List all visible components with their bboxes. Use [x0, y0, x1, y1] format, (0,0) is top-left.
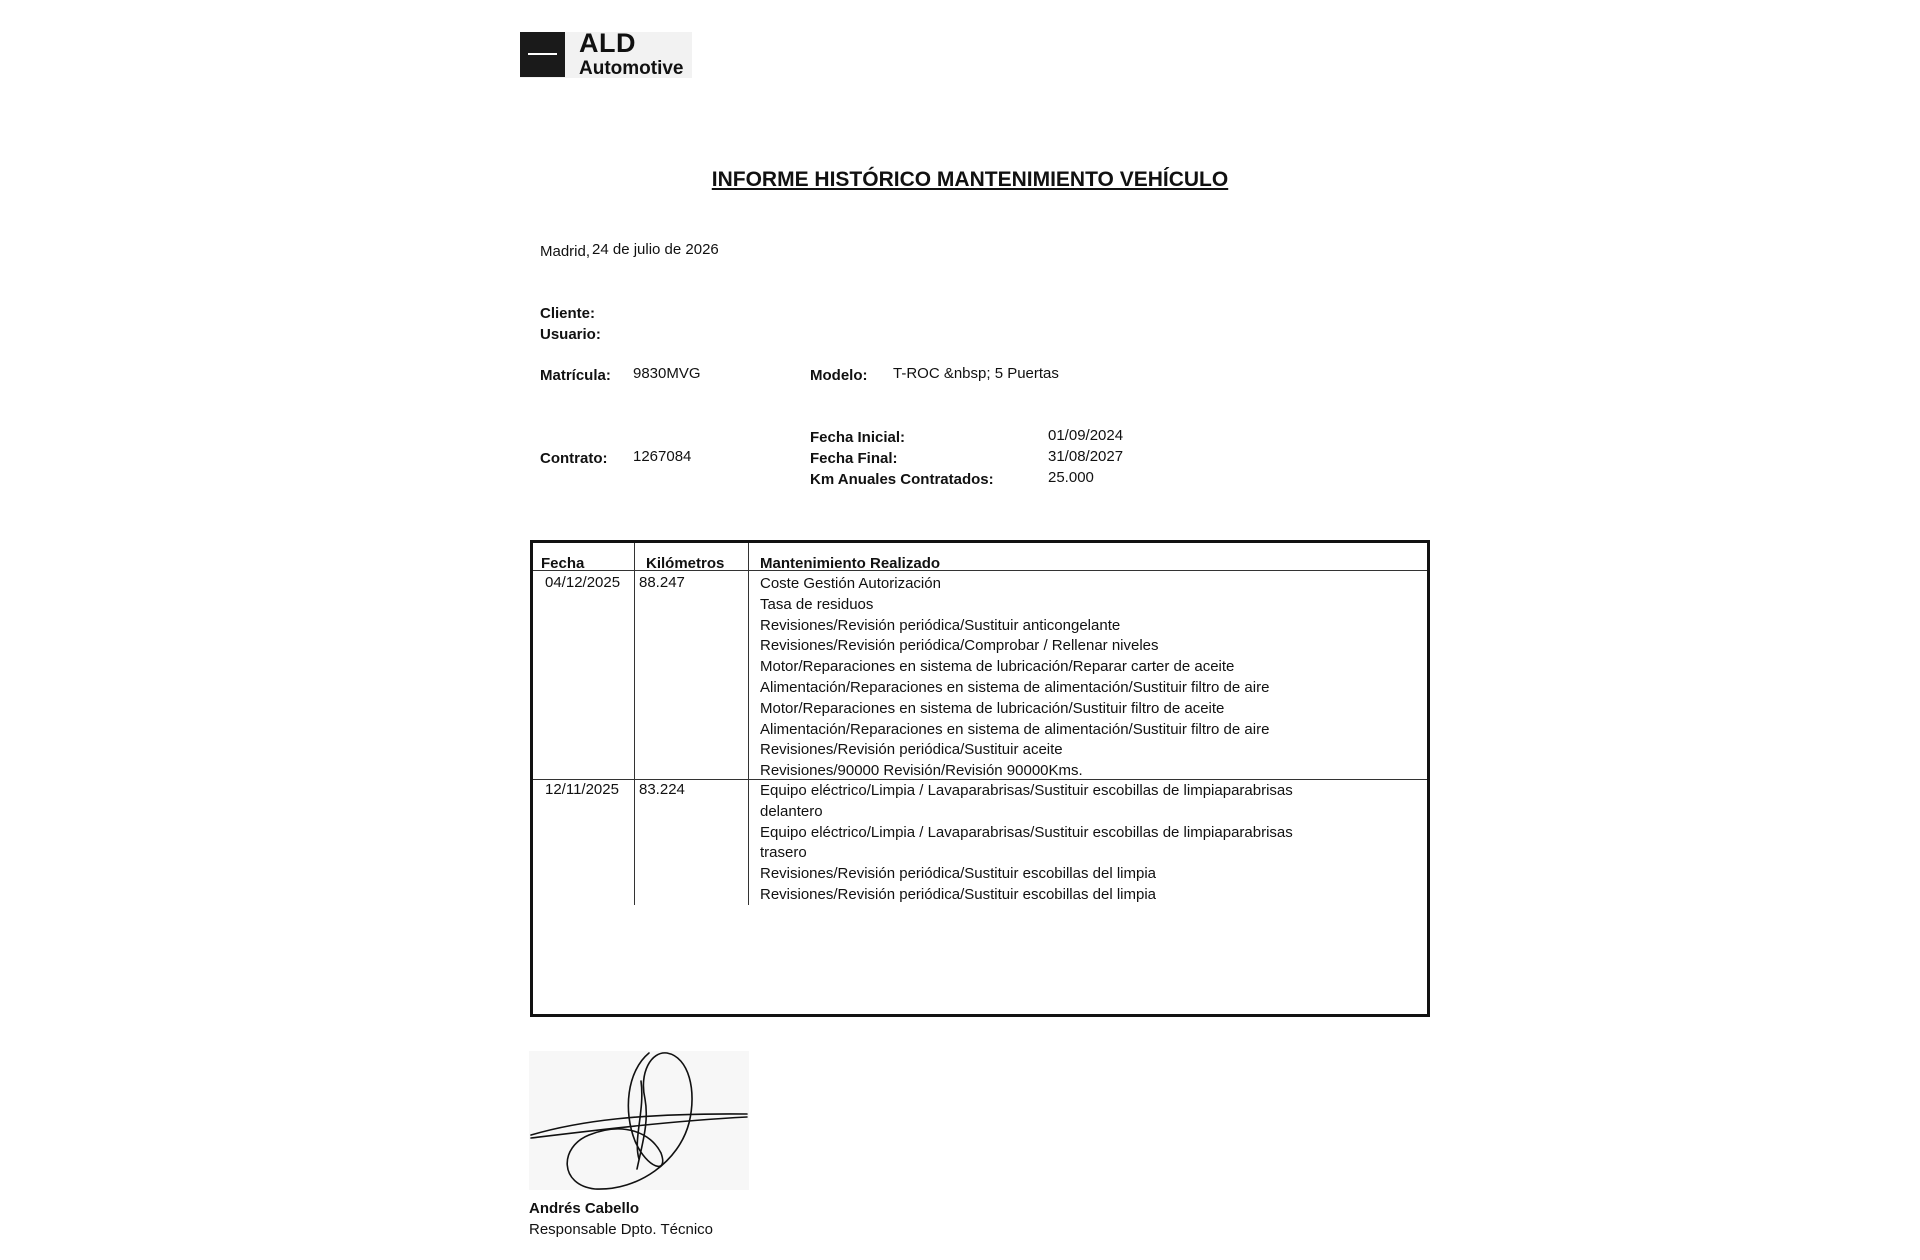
fecha-final-label: Fecha Final:	[810, 450, 898, 467]
maintenance-item: Motor/Reparaciones en sistema de lubricación/Reparar carter de aceite	[760, 658, 1235, 676]
row-maintenance-list	[760, 781, 1293, 906]
logo-mark	[520, 32, 565, 77]
contrato-value: 1267084	[633, 448, 692, 465]
logo-subtitle: Automotive	[579, 58, 684, 79]
header-kilometros: Kilómetros	[646, 555, 725, 572]
row-maintenance-list	[760, 574, 1269, 782]
maintenance-item: Revisiones/Revisión periódica/Sustituir escobillas del limpia	[760, 885, 1157, 903]
row-divider	[533, 779, 1427, 780]
maintenance-item: Coste Gestión Autorización	[760, 575, 941, 592]
km-anuales-label: Km Anuales Contratados:	[810, 471, 994, 488]
km-anuales-value: 25.000	[1048, 469, 1094, 486]
usuario-label: Usuario:	[540, 326, 601, 343]
maintenance-table	[530, 540, 1430, 1017]
maintenance-item: Revisiones/90000 Revisión/Revisión 90000Kms.	[760, 762, 1083, 780]
report-title: INFORME HISTÓRICO MANTENIMIENTO VEHÍCULO	[711, 168, 1229, 191]
signature-image	[529, 1051, 749, 1190]
fecha-final-value: 31/08/2027	[1048, 448, 1124, 465]
signatory-role: Responsable Dpto. Técnico	[529, 1221, 713, 1238]
contrato-label: Contrato:	[540, 450, 608, 467]
fecha-inicial-value: 01/09/2024	[1048, 427, 1124, 444]
maintenance-item: Alimentación/Reparaciones en sistema de alimentación/Sustituir filtro de aire	[760, 678, 1270, 696]
header-mantenimiento: Mantenimiento Realizado	[760, 555, 941, 572]
matricula-value: 9830MVG	[633, 365, 701, 382]
company-logo	[520, 28, 692, 79]
maintenance-item: Tasa de residuos	[760, 595, 874, 613]
header-fecha: Fecha	[541, 555, 585, 572]
date-text: 24 de julio de 2026	[592, 241, 719, 258]
modelo-label: Modelo:	[810, 367, 868, 384]
maintenance-item: Motor/Reparaciones en sistema de lubricación/Sustituir filtro de aceite	[760, 699, 1225, 717]
maintenance-item: Revisiones/Revisión periódica/Sustituir aceite	[760, 741, 1063, 759]
maintenance-item: Alimentación/Reparaciones en sistema de alimentación/Sustituir filtro de aire	[760, 720, 1270, 738]
maintenance-item: delantero	[760, 802, 823, 820]
date-city: Madrid,	[540, 243, 591, 260]
logo-brand: ALD	[579, 28, 636, 58]
column-divider	[748, 543, 749, 905]
row-km: 83.224	[639, 781, 685, 798]
signature-scribble	[529, 1051, 749, 1190]
maintenance-item: Equipo eléctrico/Limpia / Lavaparabrisas/Sustituir escobillas de limpiaparabrisas	[760, 823, 1293, 841]
cliente-label: Cliente:	[540, 305, 596, 322]
matricula-label: Matrícula:	[540, 367, 611, 384]
maintenance-item: Revisiones/Revisión periódica/Comprobar / Rellenar niveles	[760, 637, 1159, 655]
row-km: 88.247	[639, 574, 685, 591]
maintenance-item: Equipo eléctrico/Limpia / Lavaparabrisas/Sustituir escobillas de limpiaparabrisas	[760, 782, 1293, 799]
maintenance-item: trasero	[760, 844, 807, 862]
signatory-name: Andrés Cabello	[529, 1200, 640, 1217]
column-divider	[634, 543, 635, 905]
row-date: 04/12/2025	[545, 574, 621, 591]
fecha-inicial-label: Fecha Inicial:	[810, 429, 906, 446]
maintenance-item: Revisiones/Revisión periódica/Sustituir anticongelante	[760, 616, 1121, 634]
maintenance-item: Revisiones/Revisión periódica/Sustituir escobillas del limpia	[760, 865, 1157, 883]
modelo-value: T-ROC &nbsp; 5 Puertas	[893, 365, 1059, 382]
row-date: 12/11/2025	[545, 781, 619, 798]
